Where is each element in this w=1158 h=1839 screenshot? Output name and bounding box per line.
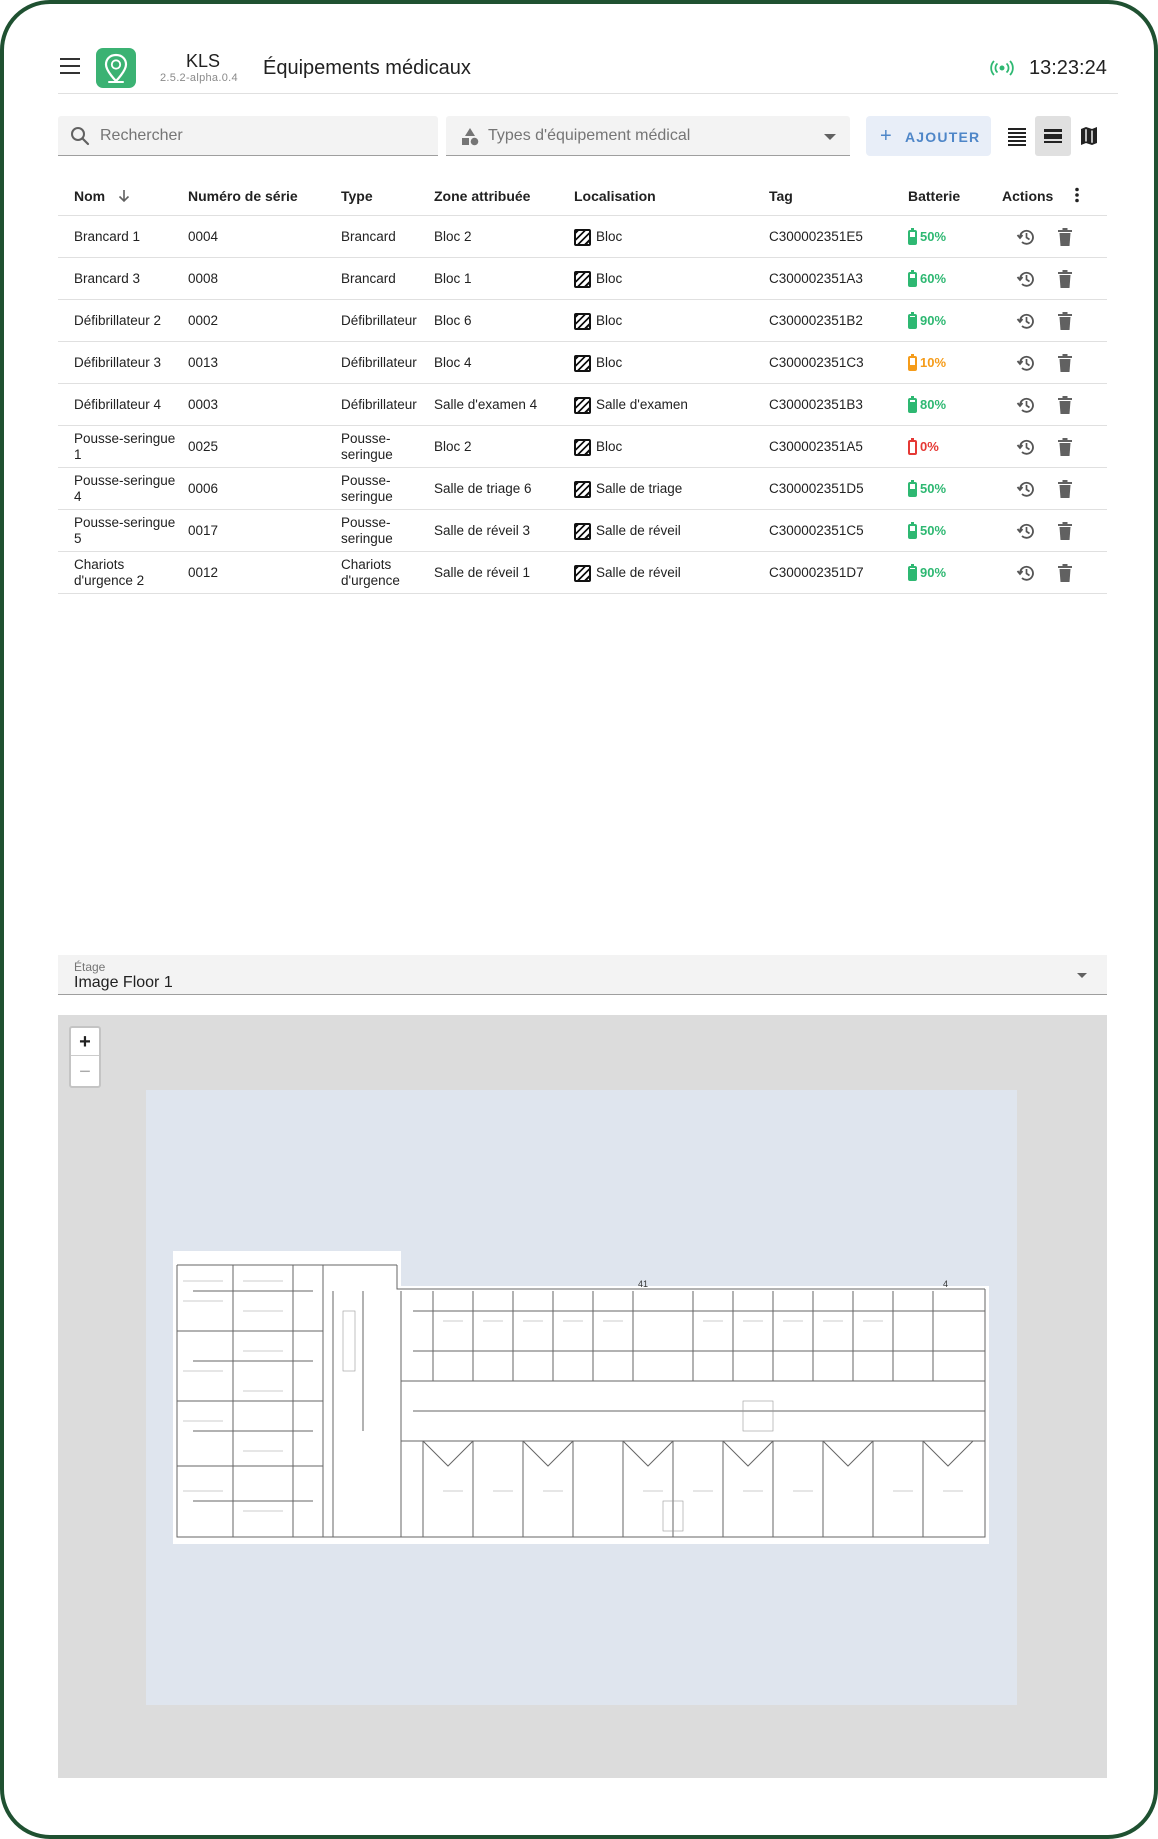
table-body: [58, 216, 1107, 594]
table-row[interactable]: [58, 258, 1107, 300]
cell-tag: C300002351A5: [769, 439, 863, 454]
cell-serie: 0013: [188, 355, 219, 370]
cell-zone: Bloc 4: [434, 355, 472, 370]
history-icon[interactable]: [1016, 227, 1036, 247]
battery-status: [908, 523, 946, 539]
cell-type: Pousse-seringue: [341, 431, 393, 462]
search-icon: [70, 126, 90, 146]
cell-type: Défibrillateur: [341, 397, 417, 412]
history-icon[interactable]: [1016, 311, 1036, 331]
table-row[interactable]: [58, 342, 1107, 384]
cell-loc: [574, 342, 764, 384]
cell-loc: [574, 258, 764, 300]
battery-label: 80%: [920, 397, 947, 412]
cell-tag: C300002351E5: [769, 229, 863, 244]
cell-nom: Défibrillateur 3: [74, 355, 162, 370]
table-row[interactable]: [58, 510, 1107, 552]
battery-label: 50%: [920, 523, 947, 538]
floor-select-label: Étage: [74, 960, 106, 974]
plan-label-left: 41: [638, 1279, 649, 1289]
hatch-zone-icon: [574, 397, 591, 414]
cell-zone: Bloc 2: [434, 439, 472, 454]
menu-icon[interactable]: [60, 58, 80, 74]
app-header: [58, 42, 1118, 94]
table-row[interactable]: [58, 300, 1107, 342]
shapes-icon: [460, 127, 480, 147]
column-label: Nom: [74, 188, 106, 204]
location-label: Salle de réveil: [596, 565, 681, 580]
location: [574, 229, 622, 246]
hatch-zone-icon: [574, 229, 591, 246]
trash-icon[interactable]: [1057, 312, 1073, 330]
location: [574, 565, 681, 582]
zoom-out-button[interactable]: −: [79, 1061, 91, 1083]
trash-icon[interactable]: [1057, 522, 1073, 540]
floor-select[interactable]: [58, 955, 1107, 995]
sort-down-icon: [117, 189, 131, 203]
hatch-zone-icon: [574, 271, 591, 288]
battery-label: 90%: [920, 565, 947, 580]
battery-status: [908, 439, 939, 455]
history-icon[interactable]: [1016, 521, 1036, 541]
map-pin-logo-icon: [96, 48, 136, 88]
cell-zone: Salle de réveil 1: [434, 565, 531, 580]
location-label: Bloc: [596, 439, 623, 454]
cell-type: Pousse-seringue: [341, 473, 393, 504]
plus-icon: +: [880, 125, 893, 147]
search-field[interactable]: [58, 116, 438, 156]
battery-status: [908, 229, 946, 245]
cell-type: Brancard: [341, 229, 396, 244]
app-version: 2.5.2-alpha.0.4: [160, 72, 238, 84]
column-header-tag[interactable]: Tag: [769, 188, 793, 204]
location: [574, 481, 682, 498]
cell-nom: Pousse-seringue 1: [74, 431, 176, 462]
floor-select-value: Image Floor 1: [74, 974, 173, 991]
cell-tag: C300002351C5: [769, 523, 864, 538]
equipment-table: [58, 174, 1107, 594]
table-row[interactable]: [58, 216, 1107, 258]
zoom-in-button[interactable]: +: [71, 1028, 99, 1056]
cell-serie: 0012: [188, 565, 219, 580]
location-label: Salle d'examen: [596, 397, 688, 412]
history-icon[interactable]: [1016, 395, 1036, 415]
column-header-serie[interactable]: Numéro de série: [188, 188, 298, 204]
location: [574, 355, 622, 372]
battery-label: 90%: [920, 313, 947, 328]
cell-tag: C300002351D7: [769, 565, 864, 580]
app-name: KLS: [186, 51, 221, 71]
clock: 13:23:24: [1029, 57, 1107, 79]
history-icon[interactable]: [1016, 269, 1036, 289]
battery-label: 50%: [920, 229, 947, 244]
column-header-localisation[interactable]: Localisation: [574, 188, 656, 204]
chevron-down-icon: [824, 134, 836, 140]
battery-icon: [908, 230, 917, 245]
cell-zone: Bloc 1: [434, 271, 472, 286]
location: [574, 313, 622, 330]
page-title: Équipements médicaux: [263, 57, 471, 79]
cell-zone: Bloc 6: [434, 313, 472, 328]
table-row[interactable]: [58, 426, 1107, 468]
table-row[interactable]: [58, 552, 1107, 594]
hatch-zone-icon: [574, 313, 591, 330]
hatch-zone-icon: [574, 565, 591, 582]
cell-type: Brancard: [341, 271, 396, 286]
cell-serie: 0008: [188, 271, 219, 286]
cell-loc: [574, 384, 764, 426]
signal-icon: [990, 60, 1014, 76]
location: [574, 523, 681, 540]
cell-serie: 0004: [188, 229, 219, 244]
cell-type: Pousse-seringue: [341, 515, 393, 546]
cell-zone: Salle de triage 6: [434, 481, 532, 496]
floor-map[interactable]: [58, 1015, 1107, 1778]
trash-icon[interactable]: [1057, 354, 1073, 372]
cell-nom: Pousse-seringue 5: [74, 515, 176, 546]
equipment-type-select[interactable]: [446, 116, 850, 156]
location: [574, 397, 688, 414]
cell-tag: C300002351C3: [769, 355, 864, 370]
trash-icon[interactable]: [1057, 480, 1073, 498]
cell-serie: 0003: [188, 397, 219, 412]
column-header-type[interactable]: Type: [341, 188, 373, 204]
cell-loc: [574, 510, 764, 552]
column-header-nom[interactable]: [74, 188, 131, 204]
cell-zone: Salle d'examen 4: [434, 397, 538, 412]
location-label: Salle de triage: [596, 481, 683, 496]
history-icon[interactable]: [1016, 353, 1036, 373]
battery-label: 0%: [920, 439, 939, 454]
cell-serie: 0025: [188, 439, 219, 454]
location-label: Salle de réveil: [596, 523, 681, 538]
compact-view-icon: [1043, 126, 1063, 146]
cell-loc: [574, 552, 764, 594]
battery-label: 50%: [920, 481, 947, 496]
cell-tag: C300002351A3: [769, 271, 863, 286]
map-view-icon: [1079, 126, 1099, 146]
cell-battery: [908, 216, 988, 258]
cell-nom: Chariots d'urgence 2: [74, 557, 145, 588]
hatch-zone-icon: [574, 523, 591, 540]
battery-status: [908, 565, 946, 581]
cell-zone: Salle de réveil 3: [434, 523, 531, 538]
cell-battery: [908, 468, 988, 510]
cell-type: Chariots d'urgence: [341, 557, 400, 588]
cell-serie: 0002: [188, 313, 219, 328]
cell-loc: [574, 426, 764, 468]
battery-status: [908, 355, 946, 371]
battery-status: [908, 481, 946, 497]
cell-tag: C300002351D5: [769, 481, 864, 496]
column-header-batterie[interactable]: Batterie: [908, 188, 961, 204]
map-view-button[interactable]: [1071, 116, 1107, 156]
add-button[interactable]: [866, 116, 991, 156]
cell-nom: Pousse-seringue 4: [74, 473, 176, 504]
battery-status: [908, 397, 946, 413]
cell-battery: [908, 384, 988, 426]
cell-serie: 0006: [188, 481, 219, 496]
compact-view-button[interactable]: [1035, 116, 1071, 156]
list-view-icon: [1007, 126, 1027, 146]
chevron-down-icon: [1077, 973, 1087, 978]
battery-label: 10%: [920, 355, 947, 370]
location: [574, 439, 622, 456]
cell-nom: Brancard 1: [74, 229, 141, 244]
cell-battery: [908, 342, 988, 384]
history-icon[interactable]: [1016, 437, 1036, 457]
cell-battery: [908, 426, 988, 468]
plan-label-right: 4: [943, 1279, 949, 1289]
cell-nom: Brancard 3: [74, 271, 141, 286]
cell-nom: Défibrillateur 2: [74, 313, 162, 328]
trash-icon[interactable]: [1057, 564, 1073, 582]
cell-loc: [574, 216, 764, 258]
cell-serie: 0017: [188, 523, 219, 538]
cell-battery: [908, 258, 988, 300]
type-select-placeholder: Types d'équipement médical: [488, 127, 691, 144]
battery-icon: [908, 314, 917, 329]
cell-loc: [574, 468, 764, 510]
cell-tag: C300002351B2: [769, 313, 863, 328]
cell-battery: [908, 510, 988, 552]
add-button-label: AJOUTER: [905, 129, 981, 145]
battery-icon: [908, 524, 917, 539]
battery-icon: [908, 482, 917, 497]
location: [574, 271, 622, 288]
battery-icon: [908, 272, 917, 287]
battery-label: 60%: [920, 271, 947, 286]
table-row[interactable]: [58, 384, 1107, 426]
hatch-zone-icon: [574, 439, 591, 456]
column-header-actions: Actions: [1002, 188, 1054, 204]
cell-tag: C300002351B3: [769, 397, 863, 412]
history-icon[interactable]: [1016, 479, 1036, 499]
location-label: Bloc: [596, 313, 623, 328]
location-label: Bloc: [596, 271, 623, 286]
cell-battery: [908, 300, 988, 342]
cell-nom: Défibrillateur 4: [74, 397, 162, 412]
trash-icon[interactable]: [1057, 228, 1073, 246]
table-row[interactable]: [58, 468, 1107, 510]
cell-battery: [908, 552, 988, 594]
cell-zone: Bloc 2: [434, 229, 472, 244]
list-view-button[interactable]: [999, 116, 1035, 156]
cell-loc: [574, 300, 764, 342]
table-header: [58, 174, 1107, 216]
cell-type: Défibrillateur: [341, 355, 417, 370]
history-icon[interactable]: [1016, 563, 1036, 583]
battery-icon: [908, 440, 917, 455]
hatch-zone-icon: [574, 481, 591, 498]
location-label: Bloc: [596, 355, 623, 370]
more-vert-icon[interactable]: [1074, 187, 1080, 203]
cell-type: Défibrillateur: [341, 313, 417, 328]
battery-icon: [908, 356, 917, 371]
location-label: Bloc: [596, 229, 623, 244]
battery-icon: [908, 398, 917, 413]
trash-icon[interactable]: [1057, 270, 1073, 288]
battery-status: [908, 313, 946, 329]
hatch-zone-icon: [574, 355, 591, 372]
trash-icon[interactable]: [1057, 438, 1073, 456]
battery-icon: [908, 566, 917, 581]
search-input[interactable]: [100, 124, 420, 148]
zoom-control: [69, 1026, 101, 1088]
battery-status: [908, 271, 946, 287]
column-header-zone[interactable]: Zone attribuée: [434, 188, 531, 204]
trash-icon[interactable]: [1057, 396, 1073, 414]
floor-plan-image: [173, 1251, 989, 1544]
